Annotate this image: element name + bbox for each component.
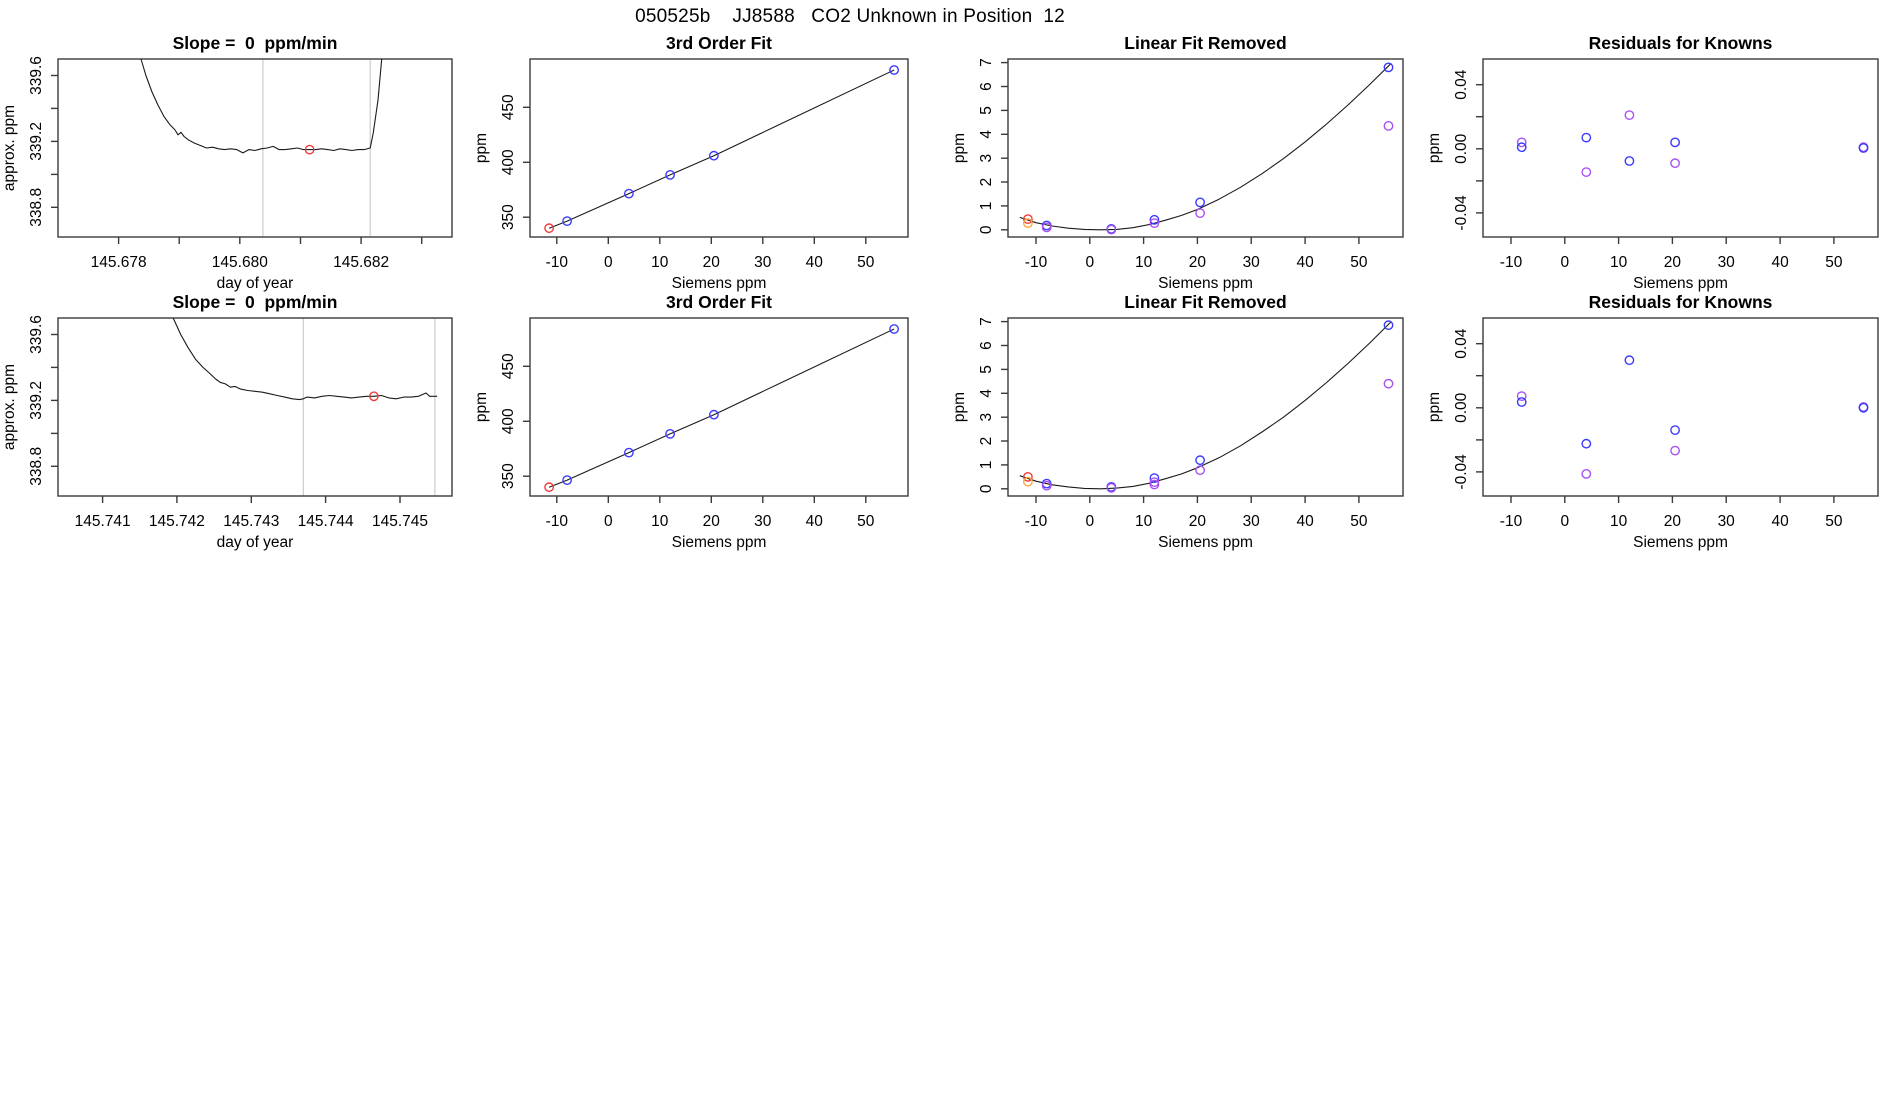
y-tick-label: 338.8 [28, 187, 45, 227]
x-axis-title: Siemens ppm [1633, 534, 1728, 551]
panel-title: 3rd Order Fit [666, 33, 772, 53]
plot-box [1483, 59, 1878, 237]
x-tick-label: 10 [1134, 254, 1153, 271]
y-tick-label: 2 [978, 436, 995, 446]
y-axis-title: approx. ppm [1, 363, 18, 451]
x-tick-label: 10 [1609, 254, 1628, 271]
x-tick-label: -10 [545, 513, 569, 530]
x-tick-label: 40 [805, 513, 823, 530]
x-tick-label: -10 [1024, 254, 1048, 271]
x-tick-label: 30 [1717, 513, 1735, 530]
x-axis-title: Siemens ppm [1158, 275, 1253, 292]
x-axis [75, 496, 428, 551]
data-points [1024, 63, 1393, 234]
panel-title: Residuals for Knowns [1588, 33, 1773, 53]
data-points [1518, 356, 1868, 478]
x-axis [1025, 496, 1368, 551]
x-tick-label: 50 [857, 254, 875, 271]
y-tick-label: 0.04 [1453, 328, 1470, 359]
panel-r2c2 [473, 292, 908, 551]
y-tick-label: 339.2 [28, 122, 45, 161]
x-axis-title: Siemens ppm [1633, 275, 1728, 292]
panel-title: Linear Fit Removed [1124, 33, 1287, 53]
purple-data-point [1196, 466, 1204, 474]
y-tick-label: 3 [978, 412, 995, 422]
x-tick-label: 50 [1350, 254, 1368, 271]
y-axis [1426, 328, 1483, 489]
x-tick-label: 145.682 [333, 254, 390, 271]
panel-title: Linear Fit Removed [1124, 292, 1287, 312]
x-tick-label: 50 [1350, 513, 1368, 530]
x-axis-title: Siemens ppm [671, 275, 767, 292]
x-tick-label: 40 [1771, 513, 1789, 530]
y-tick-label: 4 [978, 388, 995, 398]
y-axis [951, 58, 1008, 234]
y-tick-label: 5 [978, 365, 995, 374]
purple-data-point [1671, 159, 1679, 167]
panel-r2c3 [951, 292, 1403, 551]
x-tick-label: 10 [651, 254, 669, 271]
x-tick-label: 20 [1188, 254, 1207, 271]
panel-title: Slope = 0 ppm/min [172, 33, 338, 53]
y-tick-label: 450 [500, 353, 517, 380]
series-line [549, 70, 894, 228]
x-tick-label: 145.743 [223, 513, 280, 530]
panel-r1c4 [1426, 33, 1878, 292]
y-tick-label: 6 [978, 82, 995, 91]
y-axis [951, 317, 1008, 493]
x-tick-label: 145.680 [211, 254, 268, 271]
blue-data-point [1582, 133, 1590, 141]
y-axis-title: ppm [1426, 391, 1443, 423]
x-tick-label: 145.742 [148, 513, 205, 530]
panel-title: 3rd Order Fit [666, 292, 772, 312]
x-axis [546, 237, 875, 292]
purple-data-point [1582, 168, 1590, 176]
y-tick-label: 338.8 [28, 446, 45, 486]
y-axis [1, 56, 58, 227]
x-tick-label: -10 [1499, 254, 1523, 271]
y-tick-label: 6 [978, 341, 995, 350]
series-line [141, 59, 382, 153]
y-tick-label: 400 [500, 149, 517, 176]
y-tick-label: 4 [978, 129, 995, 139]
blue-data-point [1384, 321, 1392, 329]
y-tick-label: 1 [978, 201, 995, 211]
x-tick-label: -10 [545, 254, 569, 271]
x-tick-label: 40 [1296, 513, 1314, 530]
x-axis [1500, 237, 1843, 292]
x-tick-label: 40 [805, 254, 823, 271]
y-axis-title: approx. ppm [1, 104, 18, 192]
y-tick-label: -0.04 [1453, 195, 1470, 231]
plot-box [530, 59, 908, 237]
purple-data-point [1384, 122, 1392, 130]
y-tick-label: 5 [978, 106, 995, 115]
x-tick-label: 50 [857, 513, 875, 530]
blue-data-point [1518, 398, 1526, 406]
series-line [1020, 322, 1391, 489]
y-tick-label: 400 [500, 408, 517, 435]
x-tick-label: 10 [1134, 513, 1153, 530]
y-tick-label: 2 [978, 177, 995, 187]
x-tick-label: 0 [1560, 513, 1570, 530]
x-tick-label: 0 [1085, 513, 1095, 530]
plot-box [1008, 59, 1403, 237]
x-tick-label: 40 [1296, 254, 1314, 271]
x-axis-title: day of year [216, 534, 294, 551]
x-tick-label: 20 [702, 254, 720, 271]
x-tick-label: 30 [754, 254, 772, 271]
x-tick-label: 10 [1609, 513, 1628, 530]
plot-box [58, 59, 452, 237]
x-tick-label: 20 [1663, 254, 1682, 271]
y-axis-title: ppm [1426, 132, 1443, 164]
plot-box [1008, 318, 1403, 496]
x-tick-label: 40 [1771, 254, 1789, 271]
x-tick-label: 0 [603, 254, 613, 271]
y-tick-label: 339.2 [28, 381, 45, 420]
x-axis-title: Siemens ppm [1158, 534, 1253, 551]
x-tick-label: 0 [1560, 254, 1570, 271]
y-axis [473, 94, 530, 230]
data-points [1518, 111, 1868, 176]
plot-box [530, 318, 908, 496]
y-axis-title: ppm [951, 132, 968, 164]
blue-data-point [1625, 356, 1633, 364]
panel-r1c2 [473, 33, 908, 292]
purple-data-point [1196, 209, 1204, 217]
x-tick-label: 0 [603, 513, 613, 530]
x-tick-label: 145.744 [297, 513, 354, 530]
x-tick-label: 145.745 [371, 513, 429, 530]
main-title: 050525b JJ8588 CO2 Unknown in Position 12 [635, 6, 1065, 27]
panel-title: Residuals for Knowns [1588, 292, 1773, 312]
x-axis [91, 237, 422, 292]
y-tick-label: 350 [500, 204, 517, 231]
y-tick-label: 350 [500, 463, 517, 490]
y-tick-label: 0.04 [1453, 69, 1470, 100]
y-tick-label: 450 [500, 94, 517, 121]
x-tick-label: 20 [702, 513, 720, 530]
y-tick-label: 339.6 [28, 56, 45, 95]
blue-data-point [1625, 157, 1633, 165]
y-tick-label: 3 [978, 153, 995, 163]
y-tick-label: 0.00 [1453, 392, 1470, 423]
blue-data-point [1582, 440, 1590, 448]
x-axis-title: Siemens ppm [671, 534, 767, 551]
plot-box [58, 318, 452, 496]
y-axis-title: ppm [951, 391, 968, 423]
x-tick-label: 30 [754, 513, 772, 530]
x-tick-label: 145.678 [90, 254, 147, 271]
y-tick-label: 1 [978, 460, 995, 470]
blue-data-point [1671, 138, 1679, 146]
y-axis [1, 315, 58, 486]
blue-data-point [1671, 426, 1679, 434]
x-axis [546, 496, 875, 551]
y-tick-label: 0 [978, 484, 995, 494]
y-axis [473, 353, 530, 489]
x-tick-label: 30 [1717, 254, 1735, 271]
y-axis-title: ppm [473, 132, 490, 164]
x-axis-title: day of year [216, 275, 294, 292]
series-line [549, 329, 894, 487]
x-tick-label: 30 [1242, 513, 1260, 530]
purple-data-point [1625, 111, 1633, 119]
series-line [1020, 63, 1391, 230]
blue-data-point [1196, 198, 1204, 206]
y-tick-label: 7 [978, 58, 995, 67]
x-axis [1025, 237, 1368, 292]
x-tick-label: 0 [1085, 254, 1095, 271]
y-tick-label: 7 [978, 317, 995, 326]
panel-r1c3 [951, 33, 1403, 292]
blue-data-point [1384, 63, 1392, 71]
x-tick-label: -10 [1024, 513, 1048, 530]
x-tick-label: 50 [1825, 254, 1843, 271]
panel-r2c4 [1426, 292, 1878, 551]
plot-box [1483, 318, 1878, 496]
purple-data-point [1384, 380, 1392, 388]
x-tick-label: 10 [651, 513, 669, 530]
panel-title: Slope = 0 ppm/min [172, 292, 338, 312]
y-axis [1426, 69, 1483, 230]
y-axis-title: ppm [473, 391, 490, 423]
y-tick-label: 0.00 [1453, 133, 1470, 164]
x-tick-label: 145.741 [74, 513, 131, 530]
series-line [173, 318, 437, 400]
y-tick-label: 339.6 [28, 315, 45, 354]
x-tick-label: 20 [1663, 513, 1682, 530]
y-tick-label: 0 [978, 225, 995, 235]
y-tick-label: -0.04 [1453, 454, 1470, 490]
blue-data-point [1196, 456, 1204, 464]
purple-data-point [1671, 446, 1679, 454]
x-tick-label: 50 [1825, 513, 1843, 530]
x-axis [1500, 496, 1843, 551]
panel-r2c1 [1, 292, 452, 551]
data-points [1024, 321, 1393, 492]
x-tick-label: -10 [1499, 513, 1523, 530]
x-tick-label: 20 [1188, 513, 1207, 530]
x-tick-label: 30 [1242, 254, 1260, 271]
purple-data-point [1582, 470, 1590, 478]
panel-r1c1 [1, 33, 452, 292]
